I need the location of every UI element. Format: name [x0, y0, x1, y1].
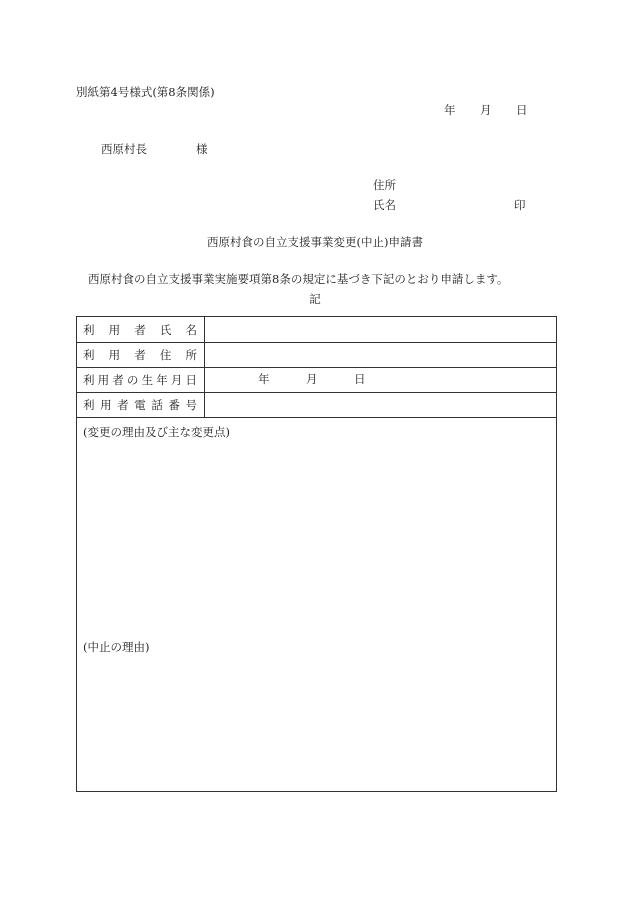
table-row	[77, 342, 556, 368]
date-month-label: 月	[480, 103, 492, 117]
seal-mark: 印	[514, 198, 526, 212]
row-label-cell	[77, 367, 205, 392]
change-reason-label: (変更の理由及び主な変更点)	[83, 425, 230, 439]
document-title: 西原村食の自立支援事業変更(中止)申請書	[207, 235, 423, 249]
row-label-cell	[77, 342, 205, 367]
stop-reason-area[interactable]	[77, 659, 556, 791]
table-row	[77, 392, 556, 418]
date-day-label: 日	[516, 103, 528, 117]
addressee-honorific: 様	[196, 142, 208, 156]
row-label-cell	[77, 317, 205, 342]
user-name-field[interactable]	[205, 317, 556, 342]
table-row	[77, 367, 556, 393]
birth-day-label: 日	[354, 372, 366, 386]
request-statement: 西原村食の自立支援事業実施要項第8条の規定に基づき下記のとおり申請します。	[88, 272, 509, 286]
table-row	[77, 317, 556, 343]
user-birthdate-field[interactable]	[205, 367, 556, 392]
row-label-cell	[77, 392, 205, 417]
stop-reason-label: (中止の理由)	[83, 640, 150, 654]
user-address-label: 利用者住所	[83, 347, 197, 362]
user-phone-label: 利用者電話番号	[83, 397, 197, 412]
addressee-name: 西原村長	[101, 142, 147, 156]
user-phone-field[interactable]	[205, 392, 556, 417]
ki-mark: 記	[309, 292, 321, 306]
form-number: 別紙第4号様式(第8条関係)	[76, 85, 215, 99]
user-name-label: 利用者氏名	[83, 322, 197, 337]
birth-month-label: 月	[306, 372, 318, 386]
application-table	[76, 316, 557, 792]
change-reason-area[interactable]	[77, 445, 556, 635]
user-address-field[interactable]	[205, 342, 556, 367]
address-label: 住所	[373, 178, 396, 192]
name-label: 氏名	[373, 198, 396, 212]
date-year-label: 年	[444, 103, 456, 117]
birth-year-label: 年	[258, 372, 270, 386]
user-birthdate-label: 利用者の生年月日	[83, 372, 197, 387]
